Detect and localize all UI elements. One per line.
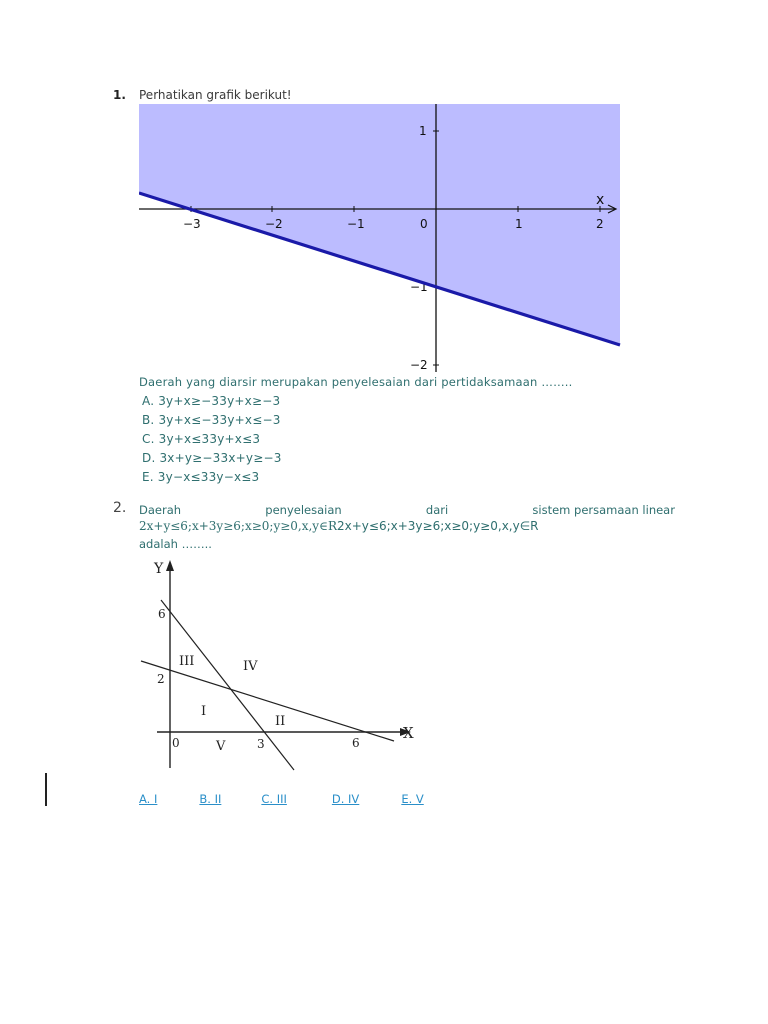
answer-b-link[interactable]: B. II [199,792,222,806]
x-tick-label: 2 [596,217,604,231]
option-d: D. 3x+y≥−33x+y≥−3 [142,451,282,465]
y-tick-6: 6 [158,607,166,621]
question-2-line-1 [139,503,675,517]
origin-label: 0 [172,736,180,750]
x-tick-6: 6 [352,736,360,750]
question-1-number: 1. [113,88,126,102]
question-2-graph [139,557,421,773]
y-tick-label: 1 [419,124,427,138]
x-axis-label: X [403,724,414,742]
word: penyelesaian [265,503,342,517]
question-1-text: Daerah yang diarsir merupakan penyelesaian dari pertidaksamaan …….. [139,375,573,389]
y-tick-label: −1 [410,280,428,294]
line-2x-plus-y-6 [161,600,294,770]
x-tick-label: 1 [515,217,523,231]
word: sistem persamaan linear [532,503,675,517]
system-serif: 2x+y≤6;x+3y≥6;x≥0;y≥0,x,y∈R [139,519,337,533]
region-label: II [275,714,286,729]
shaded-region [139,104,620,345]
x-tick-label: −2 [265,217,283,231]
text-cursor [45,773,47,806]
word: Daerah [139,503,182,517]
question-2-system [139,519,539,533]
x-tick-label: 0 [420,217,428,231]
answer-c-link[interactable]: C. III [261,792,287,806]
x-axis-label: X [596,192,605,208]
question-1-title: Perhatikan grafik berikut! [139,88,292,102]
region-label: III [179,654,195,669]
option-c: C. 3y+x≤33y+x≤3 [142,432,261,446]
answer-a-link[interactable]: A. I [139,792,158,806]
line-x-plus-3y-6 [141,661,394,741]
region-label: I [201,704,207,719]
question-2-number: 2. [113,500,127,516]
answer-d-link[interactable]: D. IV [331,792,360,806]
y-axis-label: Y [154,561,164,577]
option-e: E. 3y−x≤33y−x≤3 [142,470,260,484]
x-tick-label: −1 [347,217,365,231]
word: dari [425,503,449,517]
option-b: B. 3y+x≤−33y+x≤−3 [142,413,281,427]
answer-e-link[interactable]: E. V [401,792,424,806]
y-axis-arrow [166,560,174,571]
y-tick-2: 2 [157,672,165,686]
region-label: V [216,739,226,754]
system-sans: 2x+y≤6;x+3y≥6;x≥0;y≥0,x,y∈R [337,519,539,533]
question-2-line-3: adalah …….. [139,537,212,551]
x-tick-3: 3 [257,737,265,751]
x-tick-label: −3 [183,217,201,231]
option-a: A. 3y+x≥−33y+x≥−3 [142,394,281,408]
region-label: IV [243,659,258,674]
y-tick-label: −2 [410,358,428,372]
question-1-graph [139,104,621,372]
answer-choices [139,792,424,806]
